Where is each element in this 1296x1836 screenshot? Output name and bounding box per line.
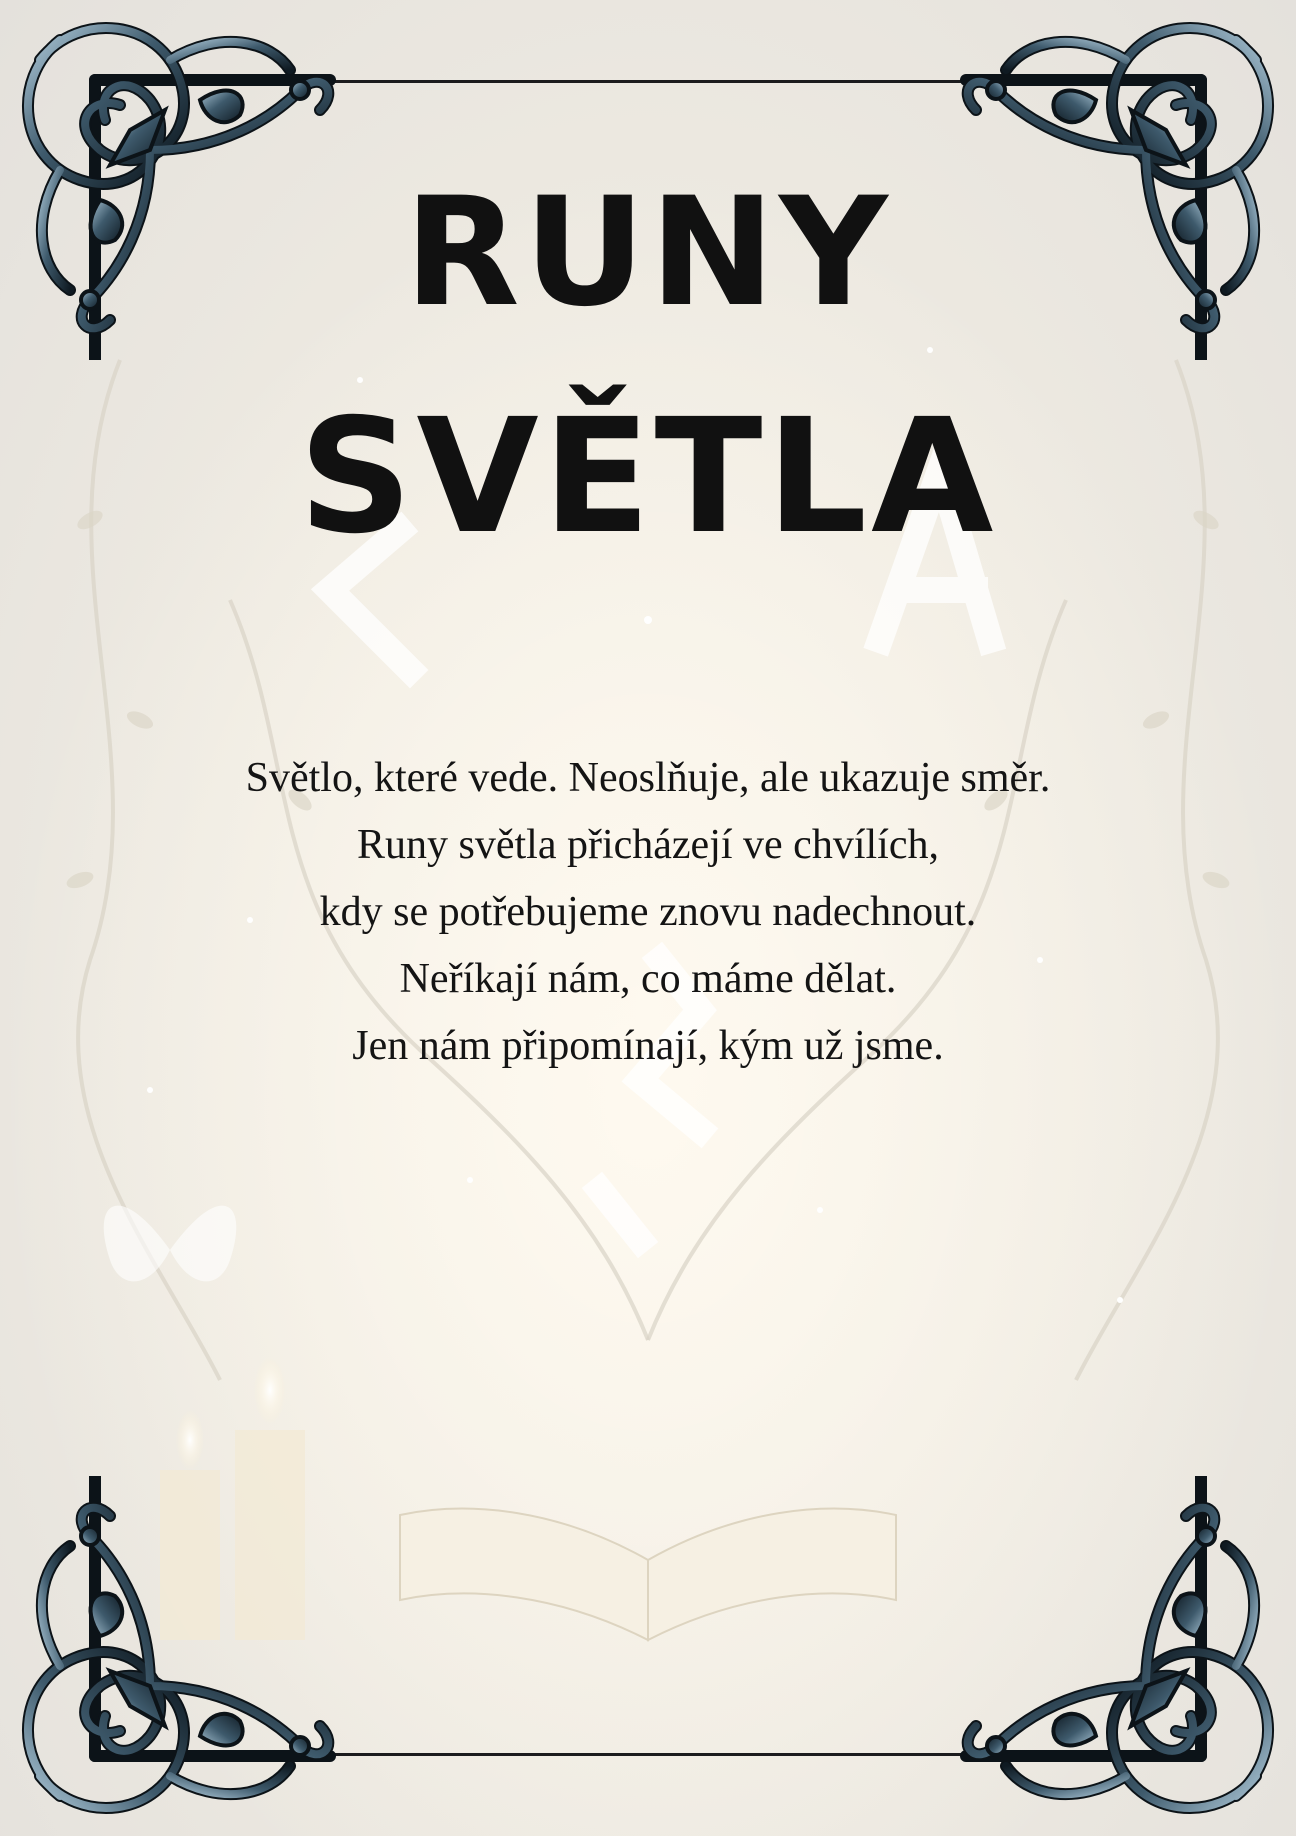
verse-line: Runy světla přicházejí ve chvílích, [357,822,939,868]
title-line-2: SVĚTLA [298,385,998,569]
title-line-1: RUNY [404,166,892,340]
corner-ornament-icon [936,1476,1296,1836]
verse-line: Jen nám připomínají, kým už jsme. [352,1023,944,1069]
corner-ornament-icon [0,1476,360,1836]
corner-ornament-bottom-right [936,1476,1296,1836]
verse-line: kdy se potřebujeme znovu nadechnout. [319,889,977,935]
corner-ornament-bottom-left [0,1476,360,1836]
verse-line: Světlo, které vede. Neoslňuje, ale ukazuje směr. [245,755,1051,801]
frame-top-line [300,80,996,83]
verse-line: Neříkají nám, co máme dělat. [399,956,897,1002]
verse [0,752,1296,1087]
frame-bottom-line [300,1753,996,1756]
